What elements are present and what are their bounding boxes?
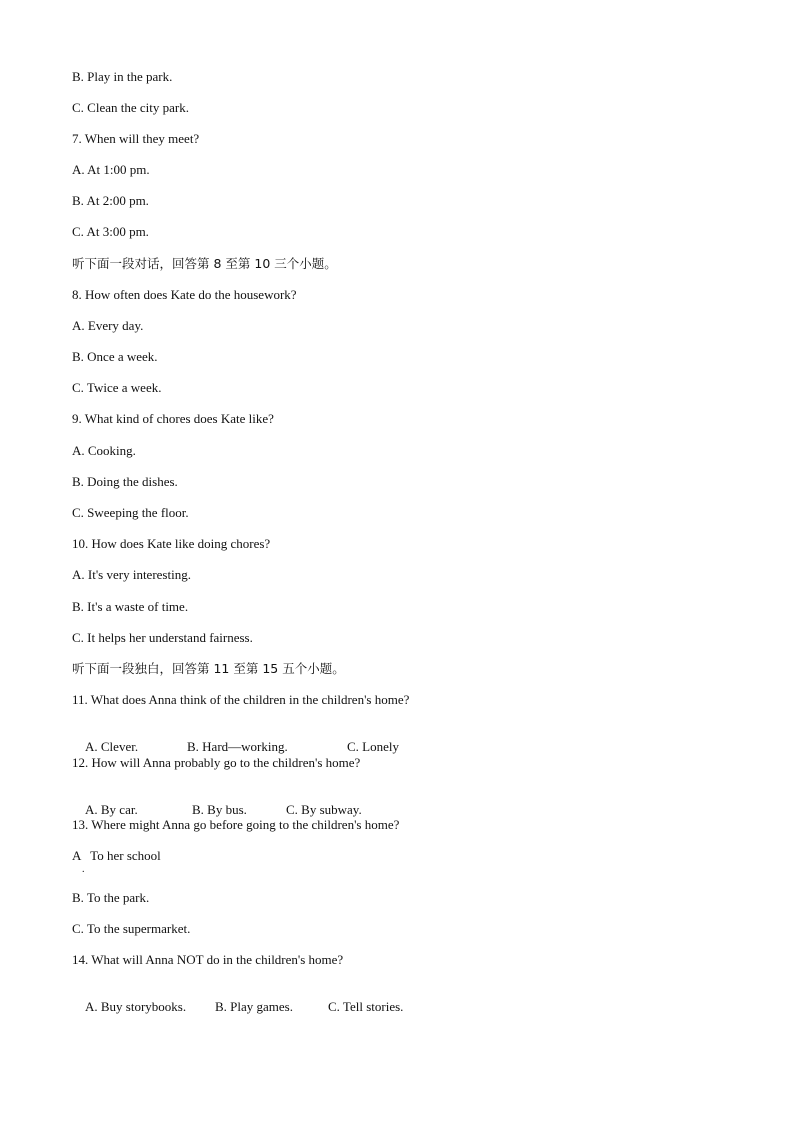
section-instruction-8-10: 听下面一段对话，回答第 8 至第 10 三个小题。 (72, 256, 337, 271)
q10-option-c: C. It helps her understand fairness. (72, 630, 253, 645)
q14-option-a: A. Buy storybooks. (85, 999, 187, 1014)
q9-option-a: A. Cooking. (72, 443, 136, 458)
q11-option-c: C. Lonely (347, 739, 399, 754)
q12-option-a: A. By car. (85, 802, 138, 817)
q8-option-c: C. Twice a week. (72, 380, 162, 395)
q13-option-c: C. To the supermarket. (72, 921, 191, 936)
q11-option-a: A. Clever. (85, 739, 139, 754)
q11-question: 11. What does Anna think of the children in the children's home? (72, 692, 410, 707)
q10-question: 10. How does Kate like doing chores? (72, 536, 271, 551)
q13-question: 13. Where might Anna go before going to the children's home? (72, 817, 400, 832)
q7-option-b: B. At 2:00 pm. (72, 193, 149, 208)
q10-option-a: A. It's very interesting. (72, 567, 191, 582)
stray-dot-mark: . (82, 864, 85, 875)
q7-option-a: A. At 1:00 pm. (72, 162, 150, 177)
q8-option-a: A. Every day. (72, 318, 144, 333)
q13-option-a: A To her school (72, 848, 161, 863)
q9-question: 9. What kind of chores does Kate like? (72, 411, 274, 426)
q14-question: 14. What will Anna NOT do in the children's home? (72, 952, 344, 967)
q7-option-c: C. At 3:00 pm. (72, 224, 149, 239)
q8-question: 8. How often does Kate do the housework? (72, 287, 297, 302)
q7-question: 7. When will they meet? (72, 131, 200, 146)
q14-option-c: C. Tell stories. (328, 999, 404, 1014)
q14-option-b: B. Play games. (215, 999, 293, 1014)
section-instruction-11-15: 听下面一段独白，回答第 11 至第 15 五个小题。 (72, 661, 345, 676)
q12-option-c: C. By subway. (286, 802, 362, 817)
q12-question: 12. How will Anna probably go to the children's home? (72, 755, 361, 770)
q6-option-b: B. Play in the park. (72, 69, 173, 84)
q9-option-c: C. Sweeping the floor. (72, 505, 189, 520)
q13-option-b: B. To the park. (72, 890, 150, 905)
q6-option-c: C. Clean the city park. (72, 100, 189, 115)
q9-option-b: B. Doing the dishes. (72, 474, 178, 489)
q11-option-b: B. Hard—working. (187, 739, 288, 754)
q14-options (72, 983, 403, 1031)
q10-option-b: B. It's a waste of time. (72, 599, 189, 614)
q12-option-b: B. By bus. (192, 802, 247, 817)
q8-option-b: B. Once a week. (72, 349, 158, 364)
